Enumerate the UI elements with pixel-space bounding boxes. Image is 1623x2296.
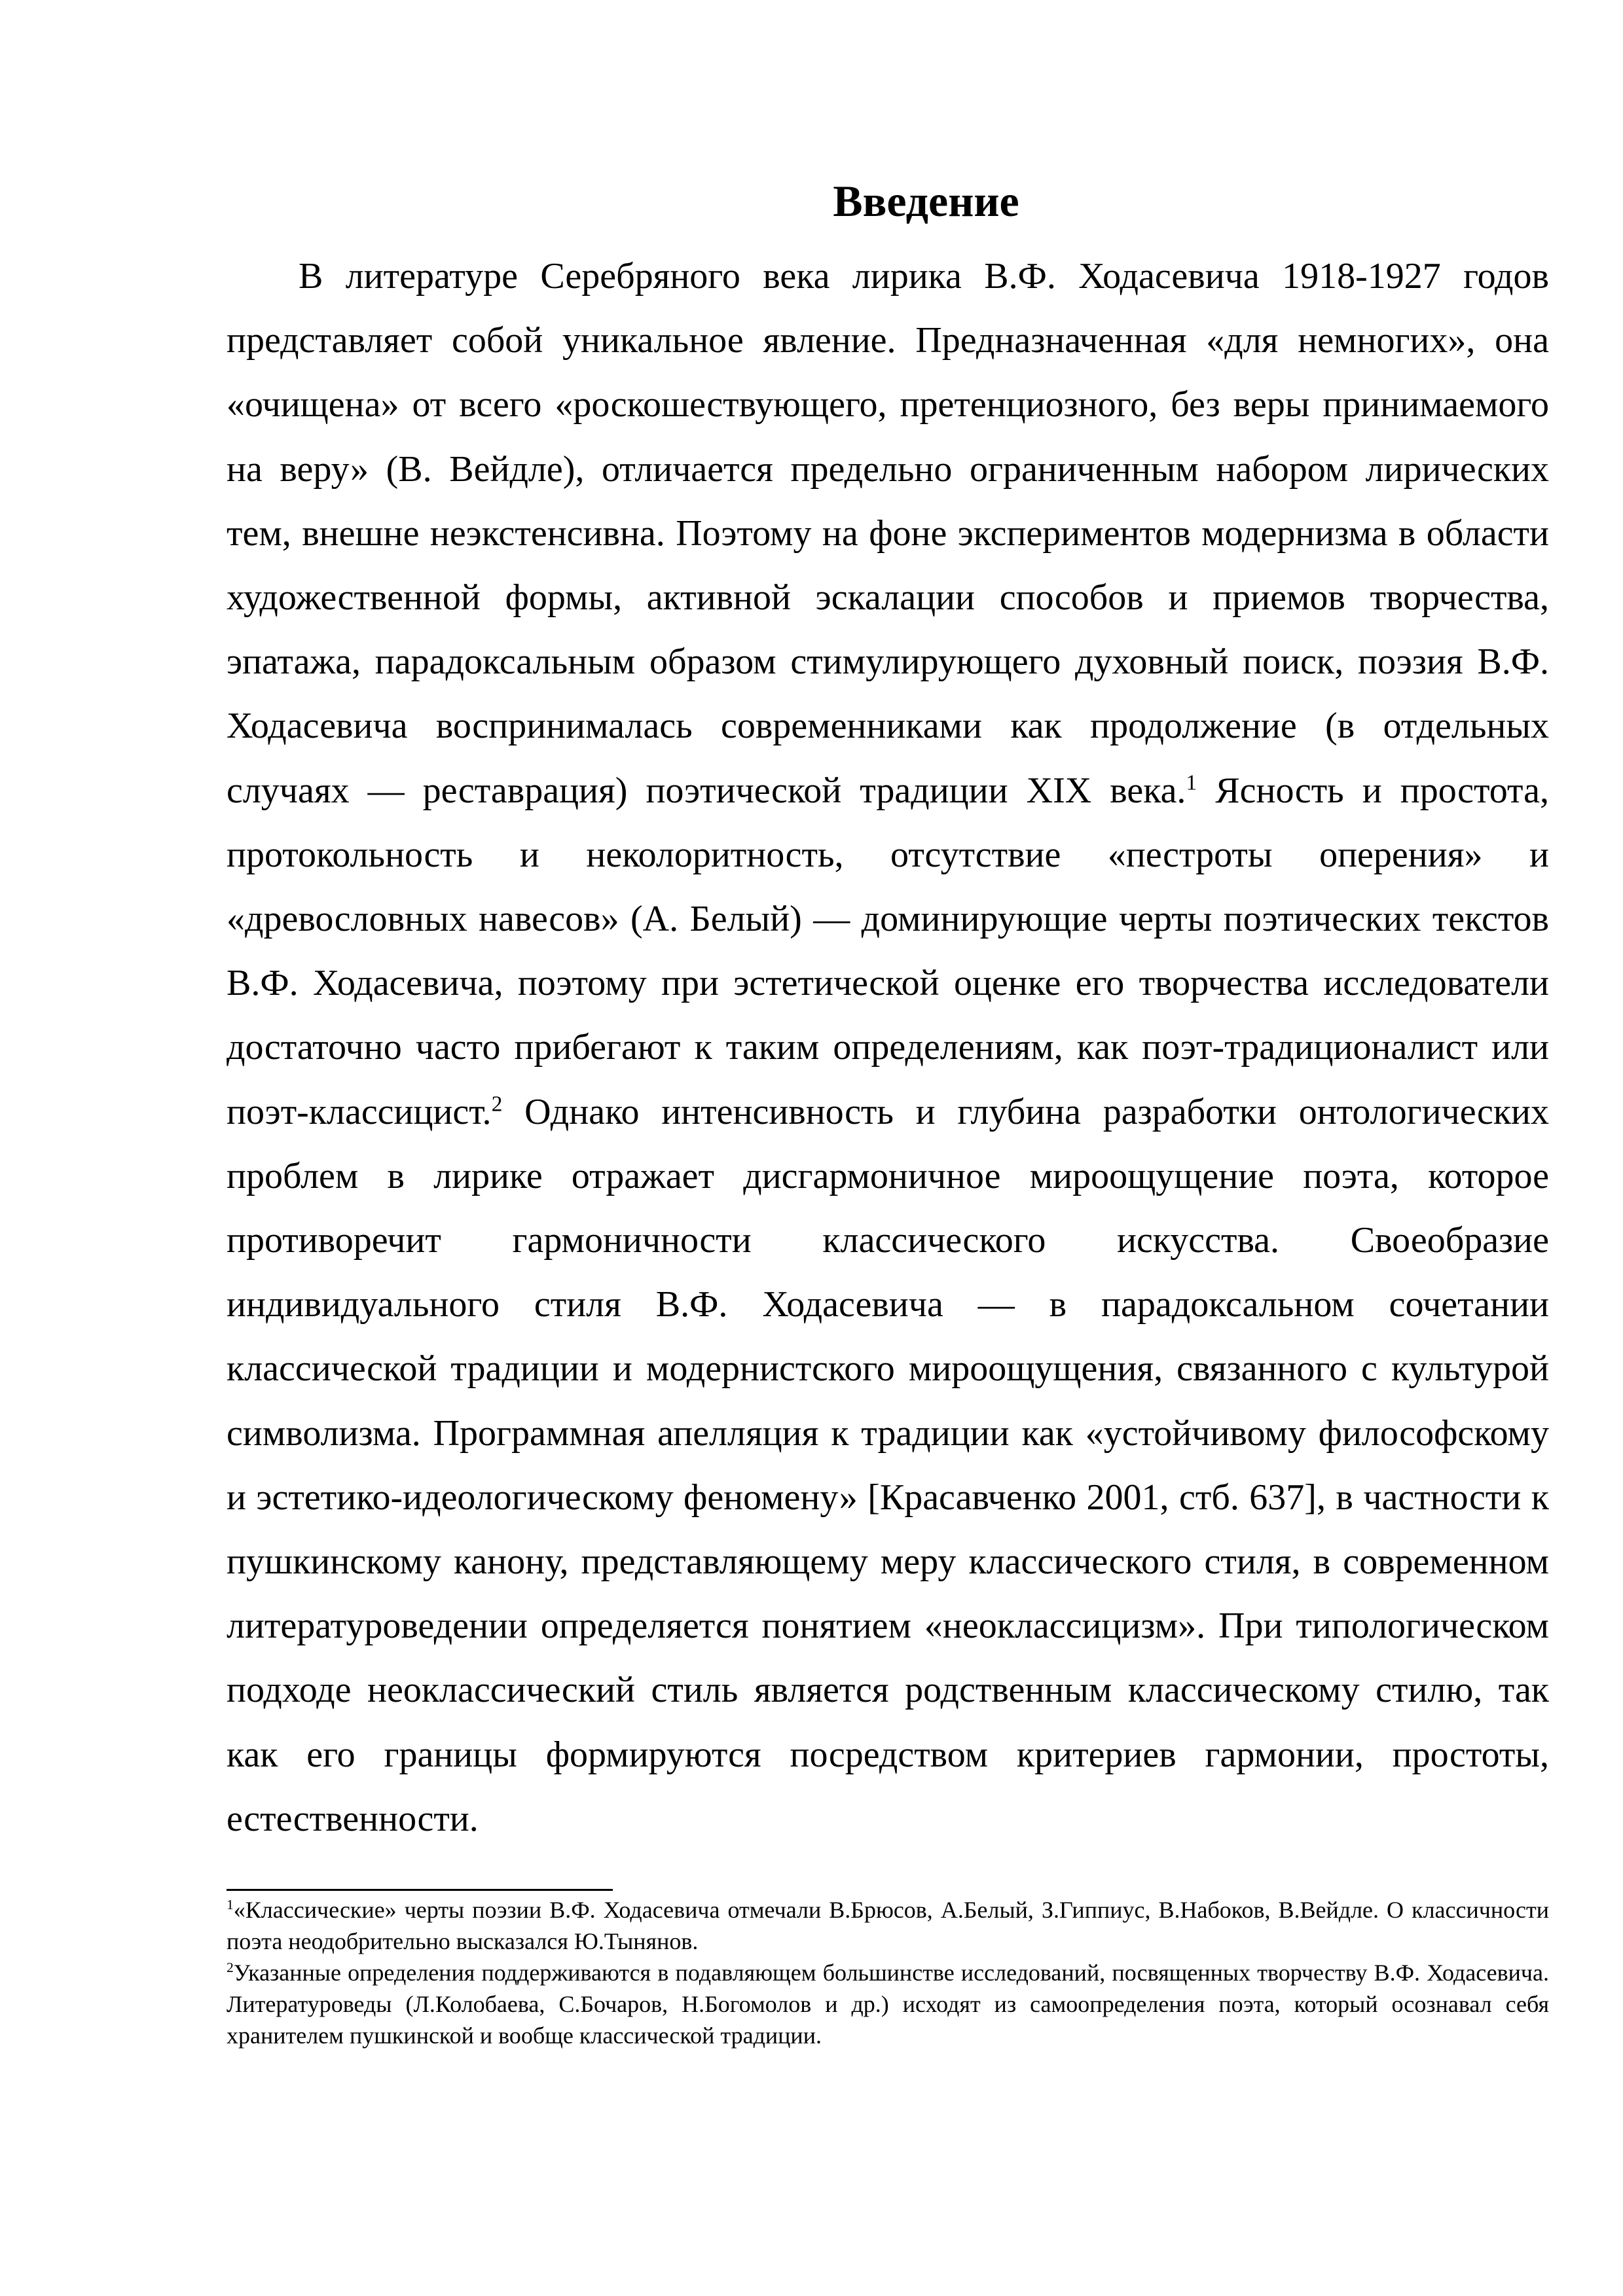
footnote-2 <box>227 1957 1549 2051</box>
footnote-1-text: «Классические» черты поэзии В.Ф. Ходасевича отмечали В.Брюсов, А.Белый, З.Гиппиус, В.Набоков, В.Вейдле. О классичности поэта неодобрительно высказался Ю.Тынянов. <box>227 1897 1549 1954</box>
body-paragraph <box>227 244 1549 1851</box>
footnote-ref-2: 2 <box>491 1091 503 1116</box>
paragraph-text-part3: Однако интенсивность и глубина разработки онтологических проблем в лирике отражает дисгармоничное мироощущение поэта, которое противоречит гармоничности классического искусства. Своеобразие индивидуального стиля В.Ф. Ходасевича — в парадоксальном сочетании классической традиции и модернистского мироощущения, связанного с культурой символизма. Программная апелляция к традиции как «устойчивому философскому и эстетико-идеологическому феномену» [Красавченко 2001, стб. 637], в частности к пушкинскому канону, представляющему меру классического стиля, в современном литературоведении определяется понятием «неоклассицизм». При типологическом подходе неоклассический стиль является родственным классическому стилю, так как его границы формируются посредством критериев гармонии, простоты, естественности. <box>227 1091 1549 1839</box>
footnote-ref-1: 1 <box>1186 770 1197 795</box>
footnote-1 <box>227 1894 1549 1957</box>
footnotes <box>227 1894 1549 2051</box>
paragraph-text-part1: В литературе Серебряного века лирика В.Ф. Ходасевича 1918-1927 годов представляет собой уникальное явление. Предназначенная «для немногих», она «очищена» от всего «роскошествующего, претенциозного, без веры принимаемого на веру» (В. Вейдле), отличается предельно ограниченным набором лирических тем, внешне неэкстенсивна. Поэтому на фоне экспериментов модернизма в области художественной формы, активной эскалации способов и приемов творчества, эпатажа, парадоксальным образом стимулирующего духовный поиск, поэзия В.Ф. Ходасевича воспринималась современниками как продолжение (в отдельных случаях — реставрация) поэтической традиции XIX века. <box>227 256 1549 811</box>
footnote-2-number: 2 <box>227 1960 234 1975</box>
footnote-separator <box>227 1889 613 1891</box>
page-title: Введение <box>833 176 1019 226</box>
paragraph-text-part2: Ясность и простота, протокольность и неколоритность, отсутствие «пестроты оперения» и «древословных навесов» (А. Белый) — доминирующие черты поэтических текстов В.Ф. Ходасевича, поэтому при эстетической оценке его творчества исследователи достаточно часто прибегают к таким определениям, как поэт-традиционалист или поэт-классицист. <box>227 770 1549 1132</box>
footnote-1-number: 1 <box>227 1897 234 1912</box>
footnote-2-text: Указанные определения поддерживаются в подавляющем большинстве исследований, посвященных творчеству В.Ф. Ходасевича. Литературоведы (Л.Колобаева, С.Бочаров, Н.Богомолов и др.) исходят из самоопределения поэта, который осознавал себя хранителем пушкинской и вообще классической традиции. <box>227 1960 1549 2049</box>
